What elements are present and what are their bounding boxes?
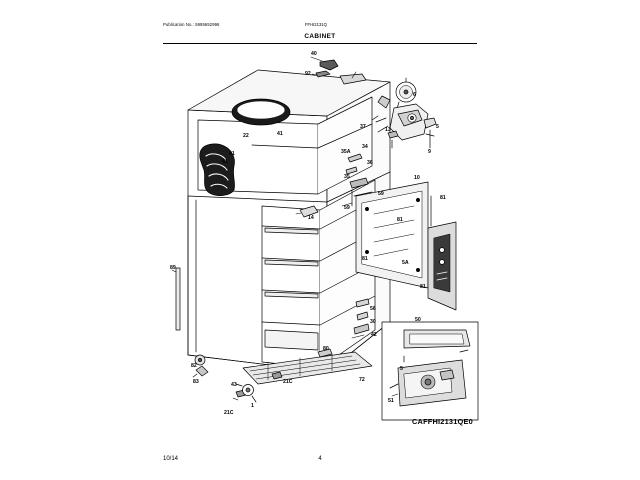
callout-14: 14 [308,215,314,221]
callout-80: 80 [323,346,329,352]
callout-56: 56 [370,306,376,312]
callout-10: 10 [414,175,420,181]
callout-5: 5 [436,124,439,130]
callout-35: 35 [344,174,350,180]
callout-9: 9 [428,149,431,155]
callout-59-b: 59 [344,205,350,211]
callout-21c-a: 21C [283,379,293,385]
callout-81-c: 81 [362,256,368,262]
callout-1: 1 [251,403,254,409]
callout-81-a: 81 [440,195,446,201]
callout-92: 92 [305,71,311,77]
callout-81-b: 81 [397,217,403,223]
callout-22: 22 [243,133,249,139]
callout-21c-b: 21C [224,410,234,416]
callout-13: 13 [385,127,391,133]
callout-72: 72 [359,377,365,383]
callout-5-b: 5 [400,366,403,372]
callout-41-c: 41 [222,159,228,165]
callout-30: 30 [370,319,376,325]
page-title: CABINET [304,33,336,40]
callout-36: 36 [367,160,373,166]
callout-40: 40 [311,51,317,57]
callout-89: 89 [170,265,176,271]
callout-41-b: 41 [229,151,235,157]
footer-page-number: 4 [318,456,322,462]
publication-number: Publication No.: 5995652996 [163,22,220,27]
callout-42: 42 [371,332,377,338]
callout-41-a: 41 [277,131,283,137]
callout-51: 51 [388,398,394,404]
callout-59-a: 59 [378,191,384,197]
callout-37: 37 [360,124,366,130]
callout-82: 82 [191,363,197,369]
callout-43: 43 [231,382,237,388]
callout-81-d: 81 [420,284,426,290]
callout-35a: 35A [341,149,351,155]
callout-83: 83 [193,379,199,385]
callout-34: 34 [362,144,368,150]
callout-50: 50 [415,317,421,323]
callout-6: 6 [413,92,416,98]
model-number: FFHI2131Q [305,22,327,27]
diagram-code: CAFFHI2131QE0 [412,417,473,426]
footer-date: 10/14 [163,456,179,462]
callout-5a: 5A [402,260,409,266]
